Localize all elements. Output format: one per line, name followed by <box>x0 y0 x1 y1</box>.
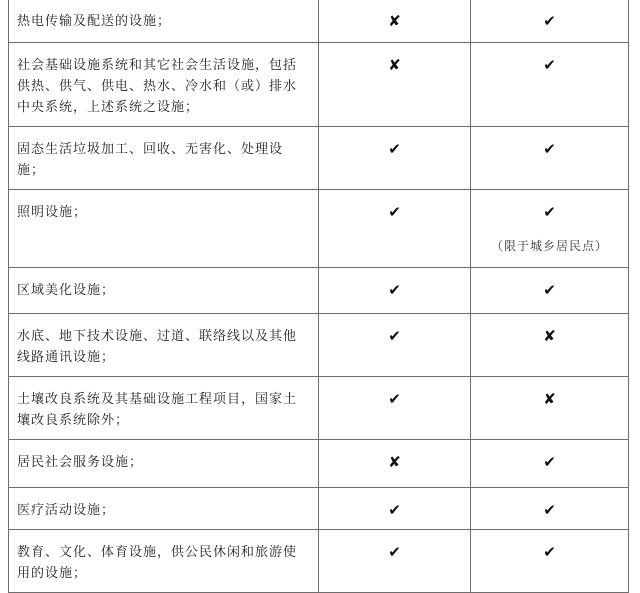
status-mark-col3: ✔ <box>471 530 629 593</box>
status-mark-col2: ✔ <box>319 127 471 190</box>
table-row <box>9 440 629 488</box>
status-mark-col2: ✘ <box>319 43 471 127</box>
row-description: 水底、地下技术设施、过道、联络线以及其他线路通讯设施； <box>9 314 319 377</box>
status-mark-col2: ✘ <box>319 0 471 43</box>
status-mark-col3: ✔ <box>471 0 629 43</box>
table-row <box>9 488 629 530</box>
status-mark-col2: ✔ <box>319 488 471 530</box>
status-mark-col3: ✔ <box>543 203 556 221</box>
table-row <box>9 0 629 43</box>
status-mark-col3: ✔ <box>471 268 629 314</box>
row-description: 居民社会服务设施； <box>9 440 319 488</box>
row-note: （限于城乡居民点） <box>490 239 608 253</box>
table-row <box>9 190 629 268</box>
row-description: 固态生活垃圾加工、回收、无害化、处理设施； <box>9 127 319 190</box>
row-description: 热电传输及配送的设施； <box>9 0 319 43</box>
status-mark-col2: ✔ <box>319 268 471 314</box>
row-description: 医疗活动设施； <box>9 488 319 530</box>
facilities-table <box>8 0 629 593</box>
status-mark-col2: ✔ <box>319 377 471 440</box>
status-mark-col2: ✔ <box>319 314 471 377</box>
table-row <box>9 314 629 377</box>
table-row <box>9 127 629 190</box>
status-cell-col3 <box>471 190 629 268</box>
row-description: 照明设施； <box>9 190 319 268</box>
row-description: 社会基础设施系统和其它社会生活设施，包括供热、供气、供电、热水、冷水和（或）排水中央系统，上述系统之设施； <box>9 43 319 127</box>
status-mark-col3: ✔ <box>471 488 629 530</box>
table-row <box>9 43 629 127</box>
table-row <box>9 530 629 593</box>
row-description: 区域美化设施； <box>9 268 319 314</box>
status-mark-col3: ✘ <box>471 377 629 440</box>
status-mark-col2: ✔ <box>319 530 471 593</box>
status-mark-col2: ✔ <box>319 190 471 268</box>
status-mark-col3: ✘ <box>471 314 629 377</box>
table-row <box>9 268 629 314</box>
row-description: 土壤改良系统及其基础设施工程项目，国家土壤改良系统除外； <box>9 377 319 440</box>
row-description: 教育、文化、体育设施，供公民休闲和旅游使用的设施； <box>9 530 319 593</box>
table-row <box>9 377 629 440</box>
status-mark-col3: ✔ <box>471 127 629 190</box>
status-mark-col3: ✔ <box>471 440 629 488</box>
status-mark-col3: ✔ <box>471 43 629 127</box>
status-mark-col2: ✘ <box>319 440 471 488</box>
